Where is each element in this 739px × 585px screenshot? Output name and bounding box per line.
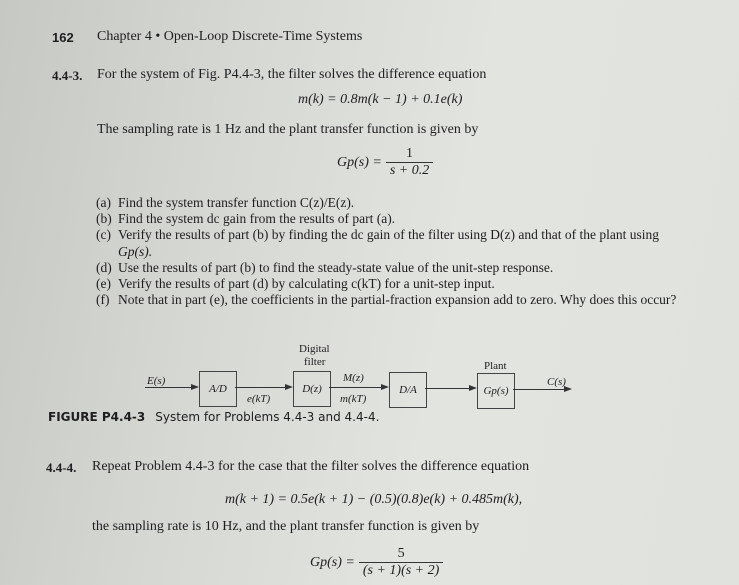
figure-caption-text: System for Problems 4.4-3 and 4.4-4. [155, 410, 380, 424]
mz-label: M(z) [343, 372, 364, 384]
input-line [145, 387, 195, 388]
filter-to-da-line [329, 387, 385, 388]
problem-4-4-3-intro: For the system of Fig. P4.4-3, the filter solves the difference equation [97, 67, 487, 82]
page-number: 162 [52, 30, 74, 45]
input-label: E(s) [147, 375, 166, 387]
arrow-icon [469, 385, 477, 391]
part-b: (b) Find the system dc gain from the results of part (a). [96, 211, 396, 227]
fraction [359, 546, 443, 579]
problem-number-4-4-4: 4.4-4. [46, 460, 77, 475]
figure-id: FIGURE P4.4-3 [48, 410, 146, 424]
denominator: s + 0.2 [386, 162, 433, 179]
plant-block: Gp(s) [477, 373, 515, 409]
difference-equation-1: m(k) = 0.8m(k − 1) + 0.1e(k) [298, 92, 463, 107]
difference-equation-2: m(k + 1) = 0.5e(k + 1) − (0.5)(0.8)e(k) + 0.485m(k), [225, 492, 523, 507]
arrow-icon [285, 384, 293, 390]
numerator: 1 [406, 146, 414, 161]
da-converter-block: D/A [389, 372, 427, 408]
numerator: 5 [397, 546, 405, 561]
plant-lhs: Gp(s) = [310, 554, 355, 570]
digital-filter-block: D(z) [293, 371, 331, 407]
part-c: (c) Verify the results of part (b) by finding the dc gain of the filter using D(z) and that of the plant using [96, 227, 659, 243]
digital-filter-label-2: filter [304, 356, 326, 368]
output-label: C(s) [547, 376, 566, 388]
ekt-label: e(kT) [247, 393, 271, 405]
sampling-rate-text-1: The sampling rate is 1 Hz and the plant transfer function is given by [97, 122, 479, 137]
arrow-icon [381, 384, 389, 390]
part-f: (f) Note that in part (e), the coefficients in the partial-fraction expansion add to zero. Why does this occur? [96, 292, 677, 308]
plant-lhs: Gp(s) = [337, 154, 382, 170]
part-d: (d) Use the results of part (b) to find the steady-state value of the unit-step response. [96, 259, 554, 275]
problem-4-4-4-intro: Repeat Problem 4.4-3 for the case that the filter solves the difference equation [92, 459, 530, 474]
output-line [513, 389, 568, 390]
plant-transfer-function-1 [337, 146, 433, 179]
ad-converter-block: A/D [199, 371, 237, 407]
plant-label: Plant [484, 360, 507, 372]
fraction [386, 146, 433, 179]
part-a: (a) Find the system transfer function C(z)/E(z). [96, 195, 355, 210]
sampling-rate-text-2: the sampling rate is 10 Hz, and the plant transfer function is given by [92, 519, 480, 534]
plant-transfer-function-2 [310, 546, 443, 579]
denominator: (s + 1)(s + 2) [359, 562, 443, 579]
problem-number-4-4-3: 4.4-3. [52, 68, 83, 83]
arrow-icon [191, 384, 199, 390]
chapter-heading: Chapter 4 • Open-Loop Discrete-Time Systems [97, 29, 363, 44]
part-c-cont: Gp(s). [118, 243, 153, 259]
digital-filter-label: Digital [299, 343, 330, 355]
part-e: (e) Verify the results of part (d) by calculating c(kT) for a unit-step input. [96, 276, 495, 292]
ad-to-filter-line [235, 387, 289, 388]
da-to-plant-line [425, 388, 473, 389]
problem-parts-list [96, 195, 676, 308]
mkt-label: m(kT) [340, 393, 367, 405]
figure-caption [48, 410, 379, 424]
